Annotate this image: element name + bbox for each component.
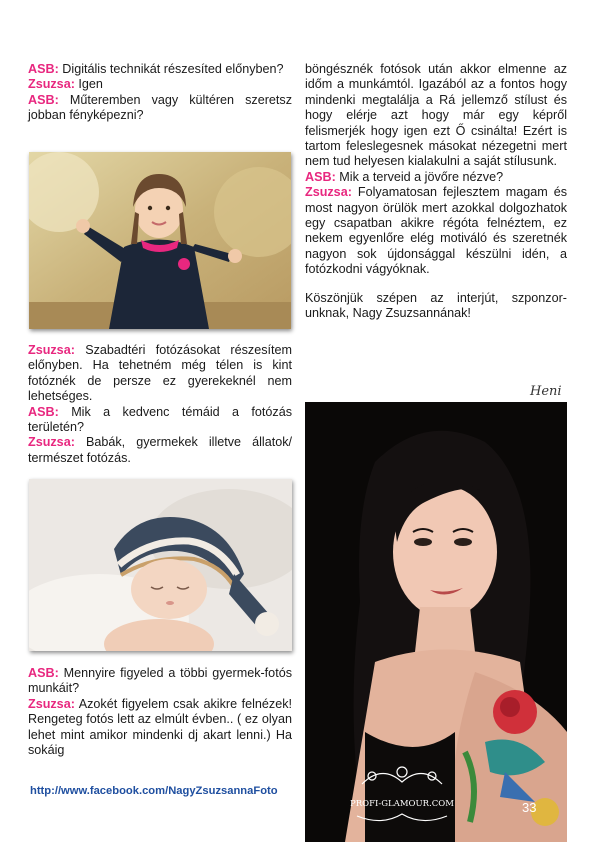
facebook-link[interactable]: http://www.facebook.com/NagyZsuzsannaFoto [30, 785, 278, 797]
watermark-logo [342, 764, 462, 830]
speaker-label: ASB: [28, 404, 59, 419]
question-3: ASB: Mik a kedvenc témáid a fotózás területén? [28, 404, 293, 435]
speaker-label: Zsuzsa: [28, 77, 75, 92]
answer-2: Zsuzsa: Szabadtéri fotózásokat részesítem előnyben. Ha tehetném még télen is kint fotóznék de persze ez gyerekeknél nem lehetséges. [28, 343, 293, 404]
answer-4-continued: böngésznék fotósok után akkor elmenne az időm a munkámtól. Igazából az a fontos hogy mindenki megtalálja a Rá jellemző stílust és hogy elérje azt hogy már egy képről felismerjék hogy igen ezt Ő csinálta! Ezért is tartom feleslegesnek másokat nézegetni mert nem tud helyesen kialakulni a saját stílusunk. [305, 62, 567, 169]
author-signature: Heni [530, 384, 562, 399]
answer-5: Zsuzsa: Folyamatosan fejlesztem magam és most nagyon örülök mert azokkal dolgozhatok egy csapatban akikre régóta felnéztem, ez nekem egyenlőre elég motiváló és szeretnék nagyon sok újdonsággal készülni idén, a fotózkodni vágyóknak. [305, 185, 567, 277]
baby-photo-image [29, 479, 292, 651]
speaker-label: ASB: [28, 92, 59, 107]
left-column-top [28, 62, 292, 124]
girl-photo [29, 152, 291, 329]
question-5: ASB: Mik a terveid a jövőre nézve? [305, 169, 504, 184]
answer-4: Zsuzsa: Azokét figyelem csak akikre felnézek! Rengeteg fotós lett az elmúlt évben.. ( ez olyan lehet mint amikor mindenki dj akart lenni.) Ha sokáig [28, 696, 292, 758]
answer-1: Zsuzsa: Igen [28, 77, 103, 92]
answer-3: Zsuzsa: Babák, gyermekek illetve állatok/ természet fotózás. [28, 435, 293, 465]
left-column-bottom [28, 666, 292, 758]
left-column-middle [28, 343, 292, 466]
thanks-text: Köszönjük szépen az interjút, szponzor-unknak, Nagy Zsuzsannának! [305, 290, 567, 321]
speaker-label: Zsuzsa: [28, 696, 75, 711]
right-column-text [305, 62, 567, 322]
speaker-label: ASB: [28, 666, 59, 680]
speaker-label: ASB: [28, 62, 59, 76]
page-number: 33 [522, 800, 537, 815]
flower-ornament-icon [342, 764, 462, 830]
speaker-label: Zsuzsa: [305, 185, 352, 200]
question-4: ASB: Mennyire figyeled a többi gyermek-fotós munkáit? [28, 666, 292, 696]
watermark-text: PROFI-GLAMOUR.COM [350, 799, 454, 809]
question-1: ASB: Digitális technikát részesíted előnyben? [28, 62, 284, 76]
speaker-label: Zsuzsa: [28, 343, 75, 357]
girl-photo-image [29, 152, 291, 329]
baby-photo [29, 479, 292, 651]
question-2: ASB: Műteremben vagy kültéren szeretsz jobban fényképezni? [28, 92, 293, 123]
speaker-label: ASB: [305, 169, 336, 184]
speaker-label: Zsuzsa: [28, 435, 75, 450]
